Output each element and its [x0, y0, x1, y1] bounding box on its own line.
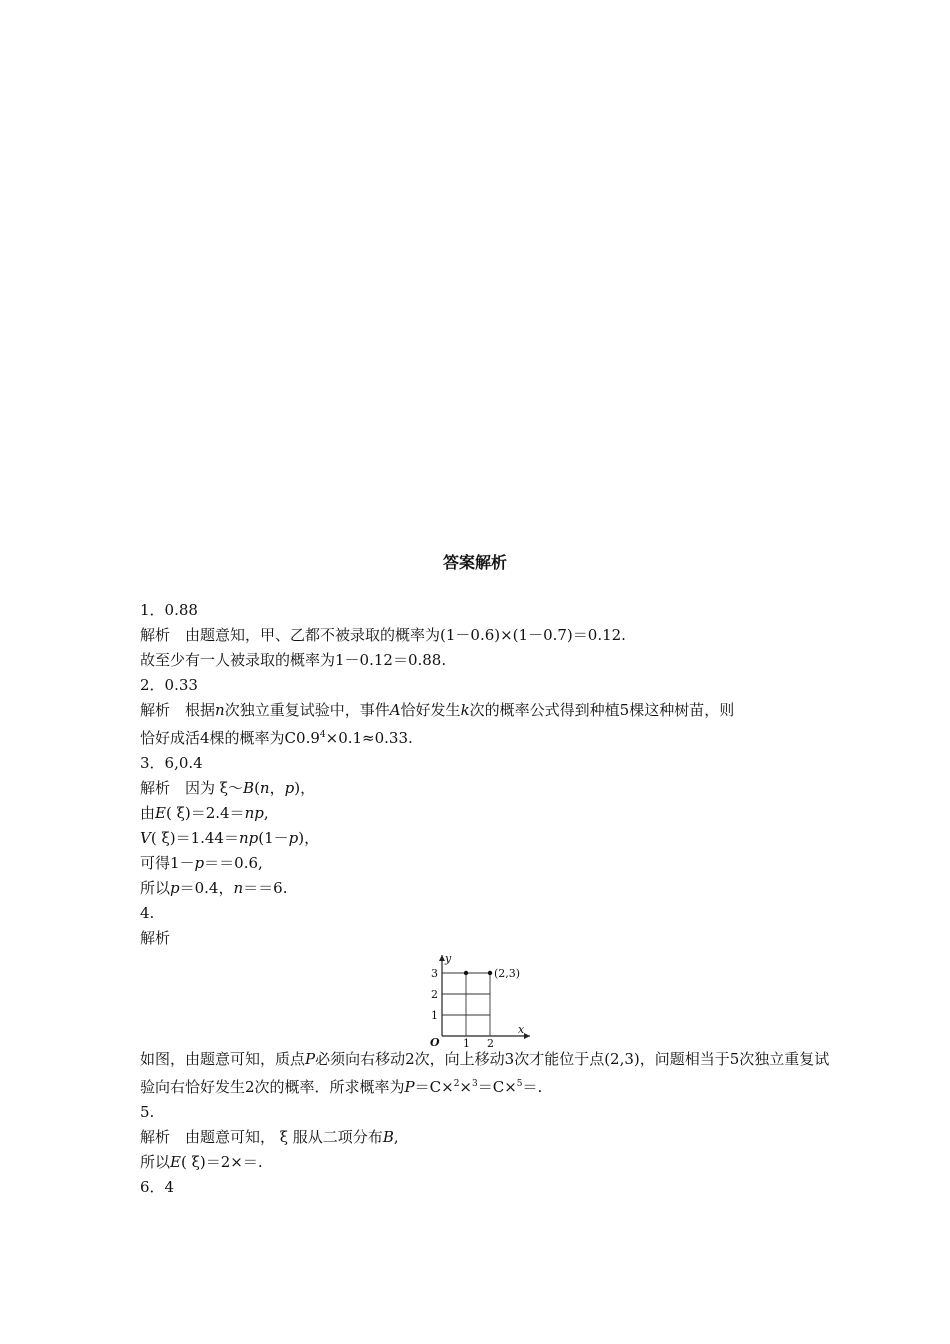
var-p: p: [170, 879, 180, 897]
q5-answer: 5.: [140, 1103, 155, 1121]
text-segment: ,: [393, 1128, 399, 1146]
x-axis-arrow: [524, 1033, 530, 1039]
text-segment: 恰好发生: [400, 701, 461, 719]
origin-label: O: [430, 1036, 440, 1047]
text-segment: ＝＝0.6,: [204, 854, 263, 872]
superscript: 4: [319, 730, 326, 740]
superscript: 5: [516, 1079, 523, 1089]
text-segment: ( ξ)＝1.44＝: [150, 829, 239, 847]
var-n: n: [215, 701, 225, 719]
var-np: np: [244, 804, 264, 822]
var-A: A: [389, 701, 401, 719]
y-axis-label: y: [445, 952, 452, 965]
q5-explanation-line1: [140, 1125, 830, 1150]
q6-answer: 6．4: [140, 1178, 175, 1196]
text-segment: 由: [140, 804, 156, 822]
answer-section: [140, 598, 830, 1200]
var-E: E: [170, 1153, 181, 1171]
var-E: E: [155, 804, 166, 822]
text-segment: 次独立重复试验中，事件: [224, 701, 390, 719]
text-segment: 次的概率公式得到种植5棵这种树苗，则: [469, 701, 735, 719]
superscript: 2: [453, 1079, 460, 1089]
var-B: B: [243, 779, 255, 797]
var-n: n: [259, 779, 270, 797]
text-segment: ( ξ)＝2.4＝: [165, 804, 245, 822]
var-p: p: [288, 829, 299, 847]
var-B: B: [382, 1128, 394, 1146]
q1-explanation-line2: 故至少有一人被录取的概率为1－0.12＝0.88.: [140, 651, 447, 669]
q3-explanation-line3: [140, 826, 830, 851]
point-label: (2,3): [494, 967, 521, 980]
text-segment: ＝.: [522, 1078, 543, 1096]
x-axis-label: x: [518, 1023, 525, 1036]
q1-answer: 1．0.88: [140, 601, 198, 619]
text-segment: 所以: [140, 879, 171, 897]
q4-answer: 4.: [140, 904, 155, 922]
var-V: V: [140, 829, 151, 847]
q2-answer: 2．0.33: [140, 676, 198, 694]
text-segment: 可得1－: [140, 854, 195, 872]
var-p: p: [194, 854, 205, 872]
text-segment: 如图，由题意可知，质点: [140, 1050, 306, 1068]
text-segment: 解析 因为 ξ～: [140, 779, 244, 797]
var-n: n: [233, 879, 244, 897]
q5-explanation-line2: [140, 1150, 830, 1175]
q3-explanation-line4: [140, 851, 830, 876]
var-P: P: [404, 1078, 415, 1096]
x-tick-label-1: 1: [463, 1037, 470, 1047]
page-title: 答案解析: [442, 553, 507, 572]
y-tick-label-2: 2: [431, 988, 438, 1001]
q3-answer: 3．6,0.4: [140, 754, 203, 772]
var-P: P: [305, 1050, 316, 1068]
y-tick-label-3: 3: [431, 967, 438, 980]
y-tick-label-1: 1: [431, 1009, 438, 1022]
text-segment: ,: [263, 804, 269, 822]
q1-explanation-line1: 解析 由题意知，甲、乙都不被录取的概率为(1－0.6)×(1－0.7)＝0.12.: [140, 626, 626, 644]
grid-diagram: [422, 951, 532, 1047]
text-segment: (: [254, 779, 260, 797]
var-k: k: [460, 701, 470, 719]
lattice-path-figure: [140, 951, 830, 1047]
var-np: np: [238, 829, 259, 847]
superscript: 3: [472, 1079, 478, 1089]
text-segment: 所以: [140, 1153, 171, 1171]
text-segment: ×: [459, 1078, 472, 1096]
text-segment: (1－: [258, 829, 289, 847]
text-segment: 解析 由题意可知， ξ 服从二项分布: [140, 1128, 383, 1146]
var-p: p: [284, 779, 295, 797]
text-segment: 恰好成活4棵的概率为C0.9: [140, 729, 320, 747]
text-segment: )，: [298, 829, 320, 847]
q4-explanation-text: [140, 1047, 830, 1100]
target-point: [488, 971, 492, 975]
text-segment: ×0.1≈0.33.: [325, 729, 413, 747]
text-segment: 必须向右移动2次，向上移动3次才能位于点(2,3)，问题相当于5次独立重复试验向右恰好发生2次的概率．所求概率为: [140, 1050, 830, 1096]
q4-explanation-label: 解析: [140, 929, 171, 947]
text-segment: ＝C×: [477, 1078, 517, 1096]
text-segment: ＝C×: [414, 1078, 454, 1096]
text-segment: ＝＝6.: [243, 879, 288, 897]
q2-explanation-line1: [140, 698, 830, 723]
q3-explanation-line5: [140, 876, 830, 901]
text-segment: ，: [269, 779, 285, 797]
text-segment: 解析 根据: [140, 701, 216, 719]
grid-point: [464, 971, 468, 975]
text-segment: ＝0.4，: [179, 879, 234, 897]
text-segment: )，: [294, 779, 316, 797]
q3-explanation-line2: [140, 801, 830, 826]
text-segment: ( ξ)＝2×＝.: [180, 1153, 263, 1171]
q3-explanation-line1: [140, 776, 830, 801]
q2-explanation-line2: [140, 723, 830, 751]
x-tick-label-2: 2: [487, 1037, 494, 1047]
